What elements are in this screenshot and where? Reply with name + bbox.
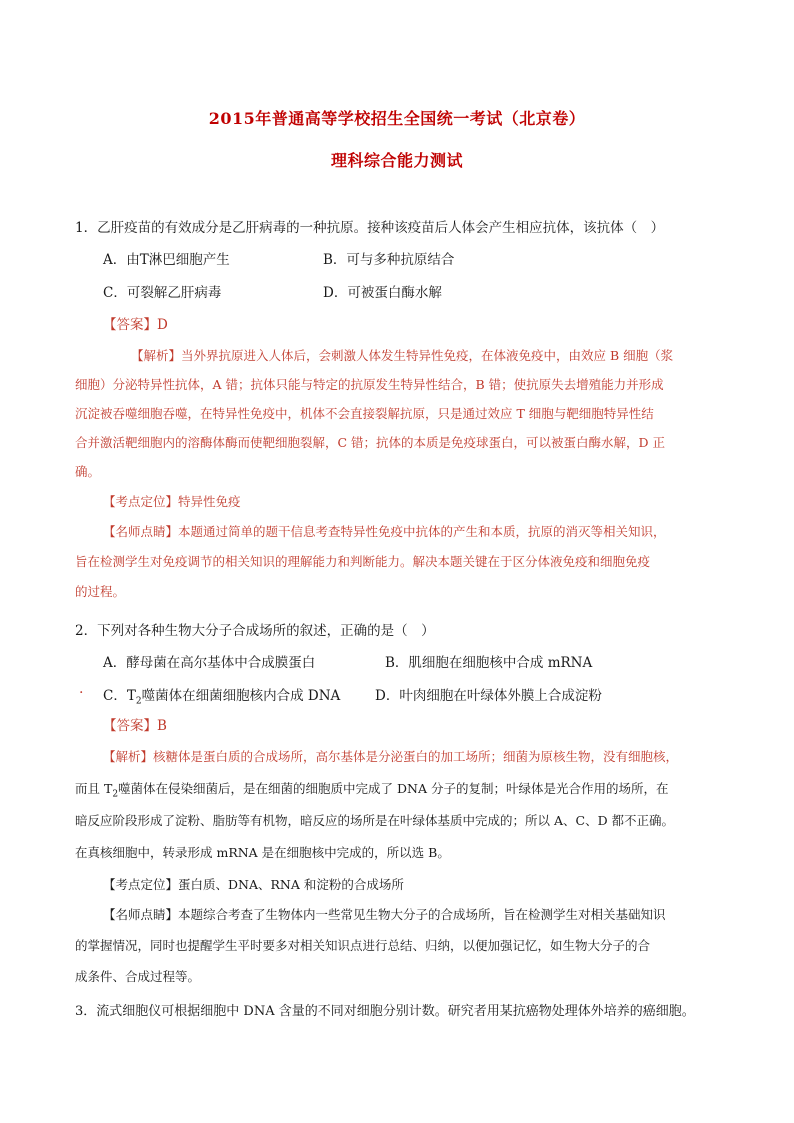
q2-option-a: A．酵母菌在高尔基体中合成膜蛋白 [103,655,316,671]
q2-analysis-line: 暗反应阶段形成了淀粉、脂肪等有机物，暗反应的场所是在叶绿体基质中完成的；所以 A、C、D 都不正确。 [75,813,675,828]
q2-option-d: D．叶肉细胞在叶绿体外膜上合成淀粉 [375,688,602,704]
q1-analysis-line: 【解析】当外界抗原进入人体后，会刺激人体发生特异性免疫，在体液免疫中，由效应 B 细胞（浆 [131,348,674,363]
q2-stem: 2．下列对各种生物大分子合成场所的叙述，正确的是（ ） [75,623,435,639]
q1-analysis-line: 沉淀被吞噬细胞吞噬，在特异性免疫中，机体不会直接裂解抗原，只是通过效应 T 细胞与靶细胞特异性结 [75,406,654,421]
margin-mark: . [79,681,84,697]
q1-analysis-line: 细胞）分泌特异性抗体，A 错；抗体只能与特定的抗原发生特异性结合，B 错；使抗原失去增殖能力并形成 [75,377,664,392]
q2-option-b: B．肌细胞在细胞核中合成 mRNA [385,655,593,671]
q1-dianjing-line: 旨在检测学生对免疫调节的相关知识的理解能力和判断能力。解决本题关键在于区分体液免疫和细胞免疫 [75,554,651,569]
q1-stem: 1．乙肝疫苗的有效成分是乙肝病毒的一种抗原。接种该疫苗后人体会产生相应抗体，该抗体（ ） [75,220,665,236]
exam-title: 2015年普通高等学校招生全国统一考试（北京卷） [208,109,586,128]
q1-kaodian: 【考点定位】特异性免疫 [103,494,241,509]
q2-dianjing-line: 成条件、合成过程等。 [75,969,201,984]
q2-option-c: C．$T_2$噬菌体在细菌细胞核内合成 DNA [103,688,341,707]
q1-analysis-line: 合并激活靶细胞内的溶酶体酶而使靶细胞裂解，C 错；抗体的本质是免疫球蛋白，可以被蛋白酶水解，D 正 [75,435,666,450]
q2-dianjing-line: 的掌握情况，同时也提醒学生平时要多对相关知识点进行总结、归纳，以便加强记忆，如生物大分子的合 [75,938,651,953]
q1-analysis-line: 确。 [75,464,101,479]
q1-dianjing-line: 的过程。 [75,584,126,599]
q2-analysis-line: 在真核细胞中，转录形成 mRNA 是在细胞核中完成的，所以选 B。 [75,845,450,860]
q2-dianjing-line: 【名师点睛】本题综合考查了生物体内一些常见生物大分子的合成场所，旨在检测学生对相关基础知识 [103,907,666,922]
q3-stem: 3．流式细胞仪可根据细胞中 DNA 含量的不同对细胞分别计数。研究者用某抗癌物处理体外培养的癌细胞。 [75,1004,695,1019]
q2-analysis-line: 而且 $T_2$噬菌体在侵染细菌后，是在细菌的细胞质中完成了 DNA 分子的复制；叶绿体是光合作用的场所，在 [75,781,669,800]
q1-dianjing-line: 【名师点睛】本题通过简单的题干信息考查特异性免疫中抗体的产生和本质，抗原的消灭等相关知识， [103,524,666,539]
q1-option-c: C．可裂解乙肝病毒 [103,285,222,301]
q1-option-a: A．由T淋巴细胞产生 [103,252,230,268]
exam-subtitle: 理科综合能力测试 [330,151,463,170]
q2-analysis-line: 【解析】核糖体是蛋白质的合成场所，高尔基体是分泌蛋白的加工场所；细菌为原核生物，没有细胞核， [103,749,679,764]
q1-option-d: D．可被蛋白酶水解 [323,285,442,301]
q1-answer: 【答案】D [103,317,168,333]
q2-answer: 【答案】B [103,718,167,734]
q2-kaodian: 【考点定位】蛋白质、DNA、RNA 和淀粉的合成场所 [103,877,404,892]
q1-option-b: B．可与多种抗原结合 [323,252,455,268]
